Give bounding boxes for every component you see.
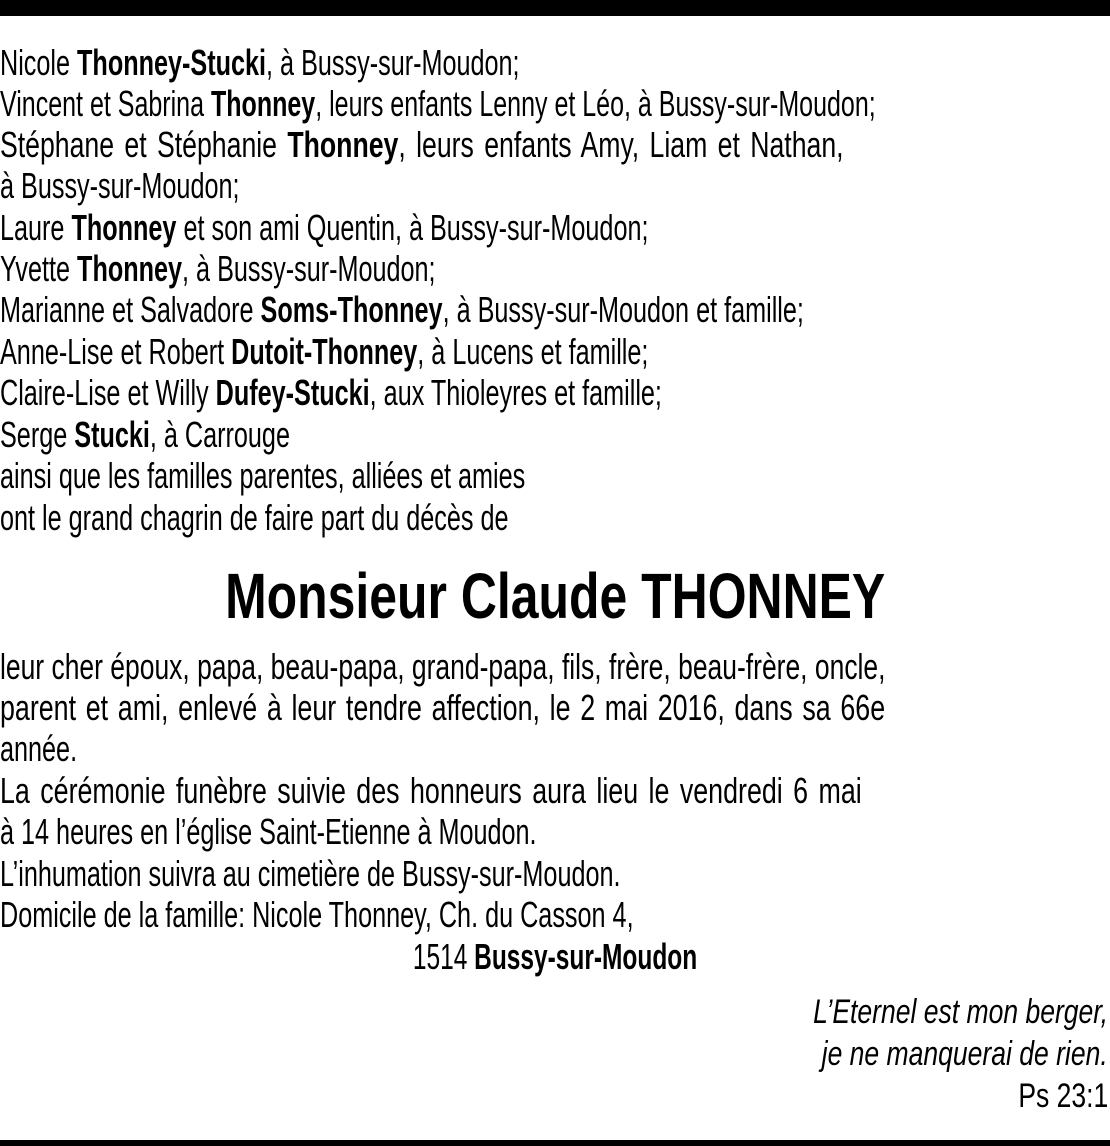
family-line: Laure Thonney et son ami Quentin, à Bussy-sur-Moudon;	[0, 207, 649, 248]
address-town: Bussy-sur-Moudon	[474, 936, 698, 977]
body-line: La cérémonie funèbre suivie des honneurs aura lieu le vendredi 6 mai	[0, 770, 862, 811]
family-line: Marianne et Salvadore Soms-Thonney, à Bussy-sur-Moudon et famille;	[0, 289, 804, 330]
family-line: Vincent et Sabrina Thonney, leurs enfants Lenny et Léo, à Bussy-sur-Moudon;	[0, 83, 876, 124]
family-surname: Dufey-Stucki	[215, 372, 370, 413]
family-line: Anne-Lise et Robert Dutoit-Thonney, à Lucens et famille;	[0, 331, 649, 372]
body-line: leur cher époux, papa, beau-papa, grand-papa, fils, frère, beau-frère, oncle,	[0, 646, 886, 687]
family-surname: Thonney	[287, 124, 399, 165]
family-surname: Dutoit-Thonney	[231, 331, 418, 372]
family-surname: Thonney	[210, 83, 316, 124]
address-line	[0, 936, 1110, 977]
family-surname: Thonney-Stucki	[77, 42, 267, 83]
verse-line-2: je ne manquerai de rien.	[821, 1035, 1108, 1073]
body-line: Domicile de la famille: Nicole Thonney, Ch. du Casson 4,	[0, 894, 634, 935]
body-line: année.	[0, 728, 78, 769]
address-postcode: 1514	[412, 936, 475, 977]
verse-reference: Ps 23:1	[1018, 1077, 1108, 1115]
family-line: Nicole Thonney-Stucki, à Bussy-sur-Moudon;	[0, 42, 520, 83]
family-line: Serge Stucki, à Carrouge	[0, 414, 290, 455]
family-line: ont le grand chagrin de faire part du décès de	[0, 497, 509, 538]
top-rule	[0, 0, 1110, 16]
verse-line-1: L’Eternel est mon berger,	[813, 993, 1108, 1031]
family-line: Yvette Thonney, à Bussy-sur-Moudon;	[0, 248, 436, 289]
bottom-rule	[0, 1140, 1110, 1146]
family-surname: Stucki	[74, 414, 150, 455]
family-line: ainsi que les familles parentes, alliées et amies	[0, 455, 526, 496]
body-line: L’inhumation suivra au cimetière de Bussy-sur-Moudon.	[0, 853, 621, 894]
family-surname: Thonney	[71, 207, 177, 248]
deceased-name: Monsieur Claude THONNEY	[224, 560, 886, 632]
family-line: Claire-Lise et Willy Dufey-Stucki, aux Thioleyres et famille;	[0, 372, 662, 413]
family-line: Stéphane et Stéphanie Thonney, leurs enfants Amy, Liam et Nathan,	[0, 124, 844, 165]
family-surname: Thonney	[77, 248, 183, 289]
family-line: à Bussy-sur-Moudon;	[0, 165, 240, 206]
body-line: parent et ami, enlevé à leur tendre affection, le 2 mai 2016, dans sa 66e	[0, 687, 886, 728]
body-line: à 14 heures en l’église Saint-Etienne à Moudon.	[0, 811, 537, 852]
family-surname: Soms-Thonney	[260, 289, 443, 330]
